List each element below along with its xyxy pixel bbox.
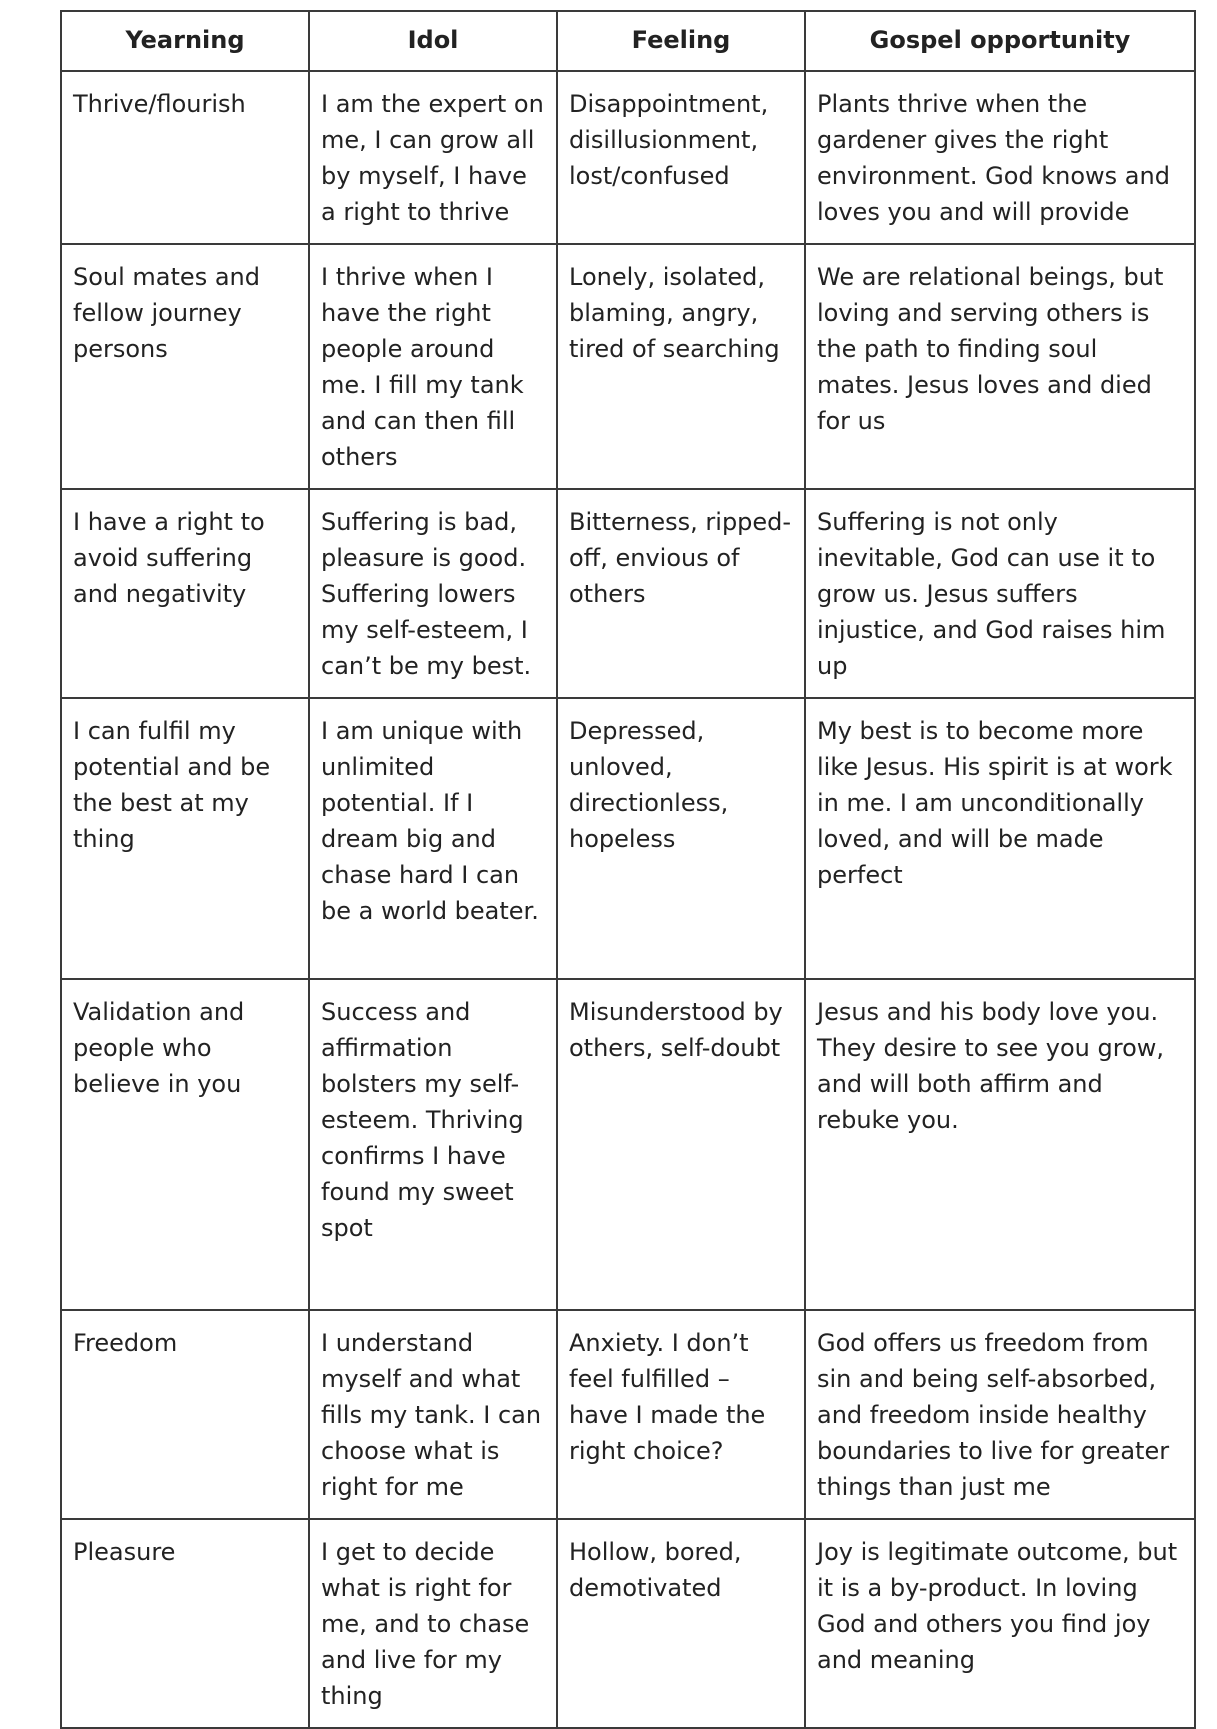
- header-gospel-opportunity: Gospel opportunity: [805, 11, 1195, 71]
- cell-feeling: Hollow, bored, demotivated: [557, 1519, 805, 1728]
- table-row: [61, 71, 1195, 244]
- header-idol: Idol: [309, 11, 557, 71]
- cell-feeling: Disappointment, disillusionment, lost/confused: [557, 71, 805, 244]
- table-row: [61, 698, 1195, 979]
- cell-gospel-opportunity: Suffering is not only inevitable, God can use it to grow us. Jesus suffers injustice, and God raises him up: [805, 489, 1195, 698]
- header-feeling: Feeling: [557, 11, 805, 71]
- cell-idol: Suffering is bad, pleasure is good. Suffering lowers my self-esteem, I can’t be my best.: [309, 489, 557, 698]
- cell-feeling: Bitterness, ripped-off, envious of others: [557, 489, 805, 698]
- yearning-idol-table: [60, 10, 1196, 1729]
- cell-yearning: Freedom: [61, 1310, 309, 1519]
- cell-gospel-opportunity: Plants thrive when the gardener gives the right environment. God knows and loves you and will provide: [805, 71, 1195, 244]
- cell-yearning: I have a right to avoid suffering and negativity: [61, 489, 309, 698]
- cell-yearning: Soul mates and fellow journey persons: [61, 244, 309, 489]
- header-yearning: Yearning: [61, 11, 309, 71]
- cell-yearning: Pleasure: [61, 1519, 309, 1728]
- cell-feeling: Misunderstood by others, self-doubt: [557, 979, 805, 1310]
- cell-idol: I am unique with unlimited potential. If I dream big and chase hard I can be a world beater.: [309, 698, 557, 979]
- table-row: [61, 489, 1195, 698]
- table-row: [61, 979, 1195, 1310]
- cell-idol: I understand myself and what fills my tank. I can choose what is right for me: [309, 1310, 557, 1519]
- cell-idol: I am the expert on me, I can grow all by myself, I have a right to thrive: [309, 71, 557, 244]
- table-row: [61, 1519, 1195, 1728]
- cell-gospel-opportunity: My best is to become more like Jesus. His spirit is at work in me. I am unconditionally loved, and will be made perfect: [805, 698, 1195, 979]
- cell-feeling: Lonely, isolated, blaming, angry, tired of searching: [557, 244, 805, 489]
- table-row: [61, 244, 1195, 489]
- cell-gospel-opportunity: Joy is legitimate outcome, but it is a by-product. In loving God and others you find joy and meaning: [805, 1519, 1195, 1728]
- cell-gospel-opportunity: Jesus and his body love you. They desire to see you grow, and will both affirm and rebuke you.: [805, 979, 1195, 1310]
- cell-idol: I get to decide what is right for me, and to chase and live for my thing: [309, 1519, 557, 1728]
- cell-gospel-opportunity: We are relational beings, but loving and serving others is the path to finding soul mates. Jesus loves and died for us: [805, 244, 1195, 489]
- cell-yearning: Validation and people who believe in you: [61, 979, 309, 1310]
- cell-feeling: Depressed, unloved, directionless, hopeless: [557, 698, 805, 979]
- cell-idol: I thrive when I have the right people around me. I fill my tank and can then fill others: [309, 244, 557, 489]
- cell-idol: Success and affirmation bolsters my self-esteem. Thriving confirms I have found my sweet spot: [309, 979, 557, 1310]
- cell-gospel-opportunity: God offers us freedom from sin and being self-absorbed, and freedom inside healthy boundaries to live for greater things than just me: [805, 1310, 1195, 1519]
- cell-feeling: Anxiety. I don’t feel fulfilled – have I made the right choice?: [557, 1310, 805, 1519]
- table-row: [61, 1310, 1195, 1519]
- cell-yearning: I can fulfil my potential and be the best at my thing: [61, 698, 309, 979]
- cell-yearning: Thrive/flourish: [61, 71, 309, 244]
- header-row: [61, 11, 1195, 71]
